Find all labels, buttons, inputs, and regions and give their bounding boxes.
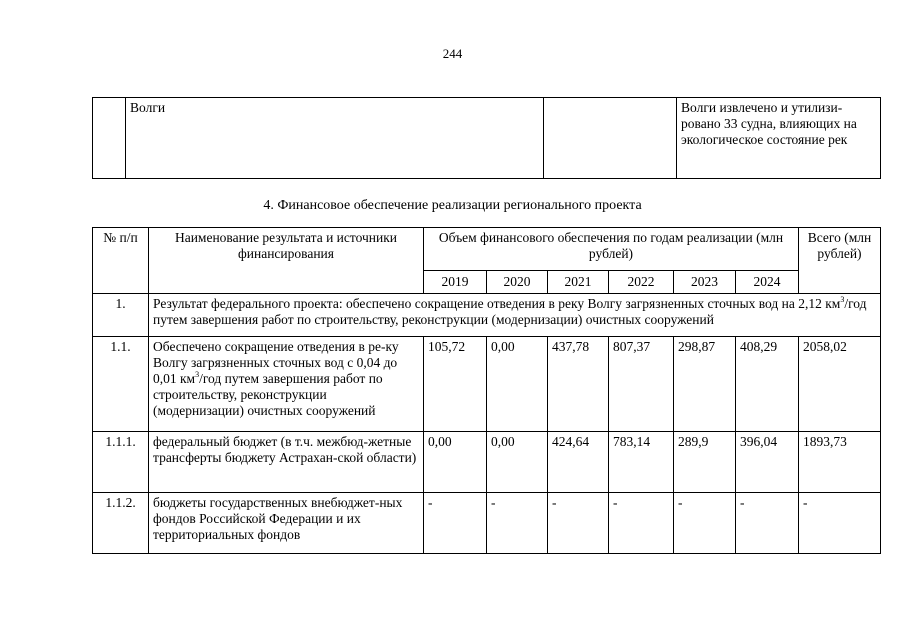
value-cell: -: [548, 493, 609, 554]
header-year: 2019: [424, 271, 487, 294]
result-num: 1.: [93, 294, 149, 337]
value-cell: 408,29: [736, 337, 799, 432]
table-cell: [544, 98, 677, 179]
value-cell: -: [609, 493, 674, 554]
row-name-part1: бюджеты государственных внебюджет-ных фондов Российской Федерации и их территориальных фондов: [153, 495, 403, 542]
value-cell: 298,87: [674, 337, 736, 432]
header-year: 2023: [674, 271, 736, 294]
row-num: 1.1.1.: [93, 432, 149, 493]
header-num: № п/п: [93, 228, 149, 294]
header-row: [93, 228, 881, 271]
value-cell: 807,37: [609, 337, 674, 432]
table-cell: Волги извлечено и утилизи-ровано 33 судна, влияющих на экологическое состояние рек: [677, 98, 881, 179]
row-num: 1.1.: [93, 337, 149, 432]
result-text: [149, 294, 881, 337]
value-cell: 0,00: [487, 432, 548, 493]
row-num: 1.1.2.: [93, 493, 149, 554]
table-row: [93, 432, 881, 493]
total-cell: 2058,02: [799, 337, 881, 432]
superscript: 3: [195, 370, 200, 379]
value-cell: -: [424, 493, 487, 554]
value-cell: 437,78: [548, 337, 609, 432]
value-cell: 783,14: [609, 432, 674, 493]
continuation-table: [92, 97, 881, 179]
value-cell: 396,04: [736, 432, 799, 493]
result-text-part1: Результат федерального проекта: обеспечено сокращение отведения в реку Волгу загрязненных сточных вод на 2,12 км: [153, 296, 841, 311]
table-row: [93, 493, 881, 554]
total-cell: -: [799, 493, 881, 554]
header-year: 2022: [609, 271, 674, 294]
value-cell: -: [674, 493, 736, 554]
superscript: 3: [840, 295, 845, 304]
value-cell: 105,72: [424, 337, 487, 432]
row-name-part1: федеральный бюджет (в т.ч. межбюд-жетные трансферты бюджету Астрахан-ской области): [153, 434, 417, 465]
result-row: [93, 294, 881, 337]
value-cell: 289,9: [674, 432, 736, 493]
row-name: [149, 432, 424, 493]
row-name: [149, 337, 424, 432]
value-cell: 0,00: [424, 432, 487, 493]
table-cell: Волги: [126, 98, 544, 179]
result-text-part2: /год путем завершения работ по строительству, реконструкции (модернизации) очистных сооружений: [153, 296, 867, 327]
section-title: 4. Финансовое обеспечение реализации регионального проекта: [263, 198, 642, 213]
page-number: 244: [442, 46, 463, 61]
total-cell: 1893,73: [799, 432, 881, 493]
header-volume: Объем финансового обеспечения по годам реализации (млн рублей): [424, 228, 799, 271]
header-year: 2021: [548, 271, 609, 294]
value-cell: -: [736, 493, 799, 554]
table-row: [93, 98, 881, 179]
row-name: [149, 493, 424, 554]
value-cell: 424,64: [548, 432, 609, 493]
row-name-part2: /год путем завершения работ по строительству, реконструкции (модернизации) очистных сооружений: [153, 371, 383, 418]
header-total: Всего (млн рублей): [799, 228, 881, 294]
header-year: 2020: [487, 271, 548, 294]
table-cell: [93, 98, 126, 179]
header-year: 2024: [736, 271, 799, 294]
table-row: [93, 337, 881, 432]
value-cell: -: [487, 493, 548, 554]
header-name: Наименование результата и источники финансирования: [149, 228, 424, 294]
financing-table: [92, 227, 881, 554]
row-name-part1: Обеспечено сокращение отведения в ре-ку Волгу загрязненных сточных вод с 0,04 до 0,01 км: [153, 339, 399, 386]
value-cell: 0,00: [487, 337, 548, 432]
